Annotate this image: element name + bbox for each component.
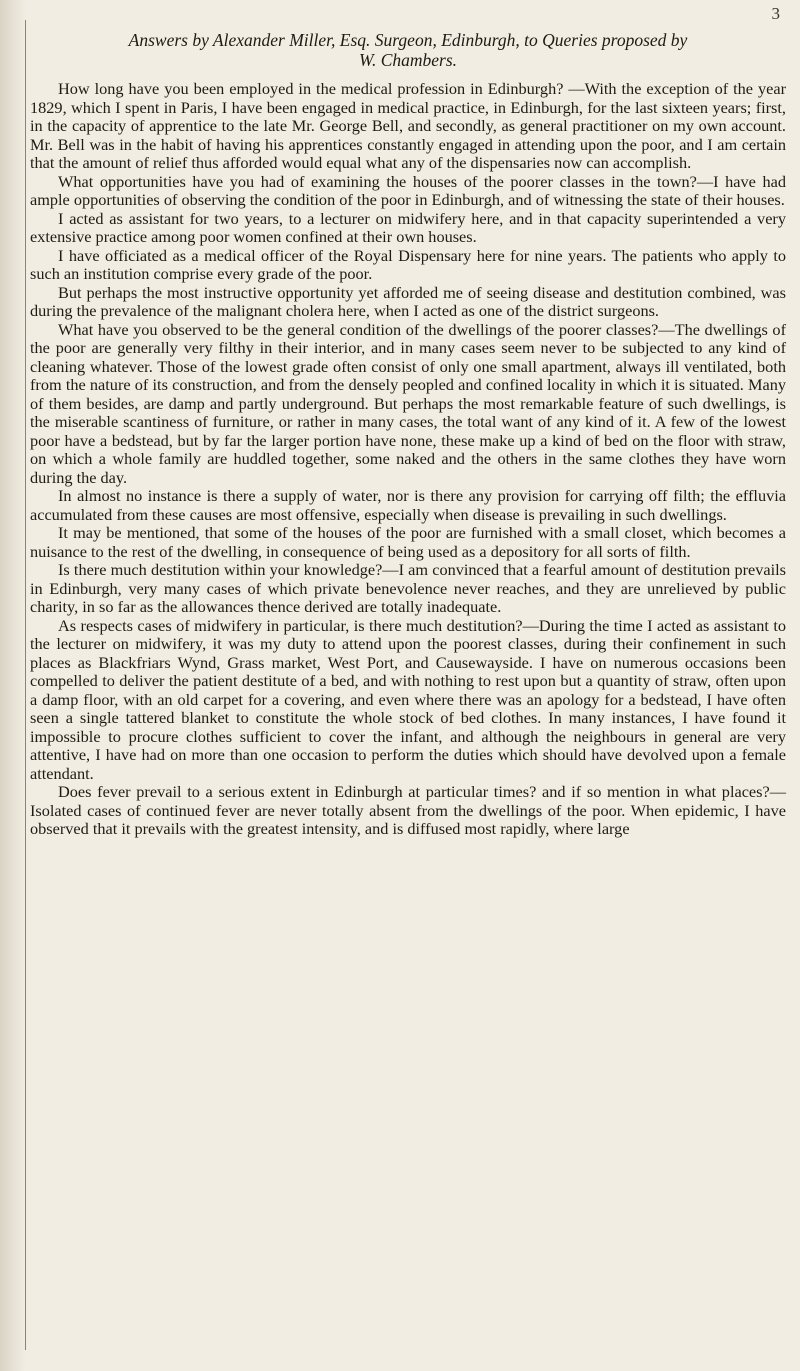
title-line-1: Answers by Alexander Miller, Esq. Surgeon, Edinburgh, to Queries proposed by <box>128 30 688 50</box>
paragraph-11: Does fever prevail to a serious extent in Edinburgh at particular times? and if so mention in what places?—Isolated cases of continued fever are never totally absent from the dwellings of the poor. When epidemic, I have observed that it prevails with the greatest intensity, and is diffused most rapidly, where large <box>30 782 786 838</box>
paragraph-9: Is there much destitution within your knowledge?—I am convinced that a fearful amount of destitution prevails in Edinburgh, very many cases of which private benevolence never reaches, and they are unrelieved by public charity, in so far as the allowances thence derived are totally inadequate. <box>30 560 786 616</box>
paragraph-10: As respects cases of midwifery in particular, is there much destitution?—During the time I acted as assistant to the lecturer on midwifery, it was my duty to attend upon the poorest classes, during their confinement in such places as Blackfriars Wynd, Grass market, West Port, and Causewayside. I have on numerous occasions been compelled to deliver the patient destitute of a bed, and with nothing to rest upon but a quantity of straw, often upon a damp floor, with an old carpet for a covering, and even where there was an apology for a bedstead, I have often seen a single tattered blanket to constitute the whole stock of bed clothes. In many instances, I have found it impossible to procure clothes sufficient to cover the infant, and although the neighbours in general are very attentive, I have had on more than one occasion to perform the duties which should have devolved upon a female attendant. <box>30 615 786 783</box>
paragraph-7: In almost no instance is there a supply of water, nor is there any provision for carrying off filth; the effluvia accumulated from these causes are most offensive, especially when disease is prevailing in such dwellings. <box>30 486 786 524</box>
paragraph-3: I acted as assistant for two years, to a lecturer on midwifery here, and in that capacity superintended a very extensive practice among poor women confined at their own houses. <box>30 208 786 246</box>
title-line-2: W. Chambers. <box>358 50 458 70</box>
paragraph-2: What opportunities have you had of examining the houses of the poorer classes in the town?—I have had ample opportunities of observing the condition of the poor in Edinburgh, and of witnessing the state of their houses. <box>30 171 786 209</box>
document-page <box>30 30 786 839</box>
document-title <box>30 30 786 70</box>
paragraph-8: It may be mentioned, that some of the houses of the poor are furnished with a small closet, which becomes a nuisance to the rest of the dwelling, in consequence of being used as a depository for all sorts of filth. <box>30 523 786 561</box>
binding-gutter <box>0 0 26 1371</box>
paragraph-1: How long have you been employed in the medical profession in Edinburgh? —With the exception of the year 1829, which I spent in Paris, I have been engaged in medical practice, in Edinburgh, for the last sixteen years; first, in the capacity of apprentice to the late Mr. George Bell, and secondly, as general practitioner on my own account. Mr. Bell was in the habit of having his apprentices constantly engaged in attending upon the poor, and I am certain that the amount of relief thus afforded would equal what any of the dispensaries now can accomplish. <box>30 79 786 172</box>
paragraph-4: I have officiated as a medical officer of the Royal Dispensary here for nine years. The patients who apply to such an institution comprise every grade of the poor. <box>30 245 786 283</box>
paragraph-6: What have you observed to be the general condition of the dwellings of the poorer classes?—The dwellings of the poor are generally very filthy in their interior, and in many cases seem never to be subjected to any kind of cleaning whatever. Those of the lowest grade often consist of only one small apartment, always ill ventilated, both from the nature of its construction, and from the densely peopled and confined locality in which it is situated. Many of them besides, are damp and partly underground. But perhaps the most remarkable feature of such dwellings, is the miserable scantiness of furniture, or rather in many cases, the total want of any kind of it. A few of the lowest poor have a bedstead, but by far the larger portion have none, these make up a kind of bed on the floor with straw, on which a whole family are huddled together, some naked and the others in the same clothes they have worn during the day. <box>30 319 786 487</box>
binding-edge <box>25 20 26 1350</box>
paragraph-5: But perhaps the most instructive opportunity yet afforded me of seeing disease and destitution combined, was during the prevalence of the malignant cholera here, when I acted as one of the district surgeons. <box>30 282 786 320</box>
page-number: 3 <box>771 4 780 23</box>
